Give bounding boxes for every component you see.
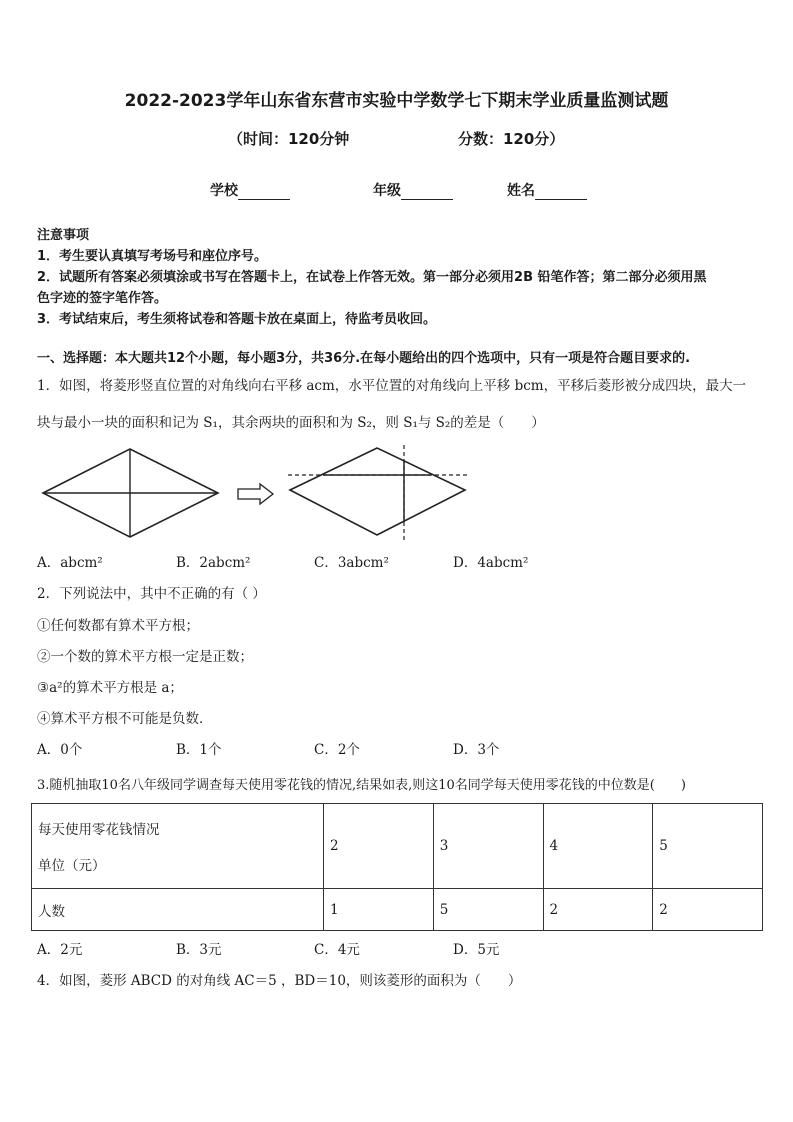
table-cell: 4 — [543, 804, 653, 889]
q4-stem: 4．如图，菱形 ABCD 的对角线 AC＝5 ，BD＝10，则该菱形的面积为（ ） — [37, 973, 522, 989]
school-field[interactable] — [210, 180, 290, 200]
table-cell: 5 — [653, 804, 763, 889]
table-cell: 2 — [324, 804, 434, 889]
q3-option-c[interactable]: C．4元 — [314, 942, 360, 958]
exam-title: 2022-2023学年山东省东营市实验中学数学七下期末学业质量监测试题 — [124, 91, 669, 111]
table-header-cell — [32, 804, 324, 889]
q2-statement: ③a²的算术平方根是 a； — [37, 680, 183, 696]
q1-option-a[interactable]: A．abcm² — [37, 555, 103, 571]
q2-option-a[interactable]: A．0个 — [37, 742, 83, 758]
school-blank[interactable] — [238, 185, 290, 200]
exam-score: 分数：120分） — [458, 130, 565, 148]
rhombus-after — [290, 448, 465, 535]
q1-line1: 1．如图，将菱形竖直位置的对角线向右平移 acm，水平位置的对角线向上平移 bcm，平移后菱形被分成四块，最大一 — [37, 378, 747, 394]
table-row — [32, 889, 763, 931]
q2-statement: ②一个数的算术平方根一定是正数； — [37, 649, 253, 665]
q2-stem: 2．下列说法中，其中不正确的有（ ） — [37, 586, 266, 602]
name-field[interactable] — [507, 180, 587, 200]
grade-blank[interactable] — [401, 185, 453, 200]
q3-option-b[interactable]: B．3元 — [176, 942, 222, 958]
q2-statement: ①任何数都有算术平方根； — [37, 618, 199, 634]
notes-heading: 注意事项 — [37, 228, 90, 243]
q1-option-b[interactable]: B．2abcm² — [176, 555, 251, 571]
q2-option-d[interactable]: D．3个 — [453, 742, 500, 758]
table-header-line1: 每天使用零花钱情况 — [38, 822, 160, 838]
q2-option-b[interactable]: B．1个 — [176, 742, 222, 758]
q3-stem: 3.随机抽取10名八年级同学调查每天使用零花钱的情况,结果如表,则这10名同学每天使用零花钱的中位数是( ) — [37, 778, 686, 793]
q1-option-d[interactable]: D．4abcm² — [453, 555, 529, 571]
q3-option-a[interactable]: A．2元 — [37, 942, 83, 958]
note-item: 3．考试结束后，考生须将试卷和答题卡放在桌面上，待监考员收回。 — [37, 312, 437, 327]
table-row-label: 人数 — [32, 889, 324, 931]
q2-statement: ④算术平方根不可能是负数． — [37, 711, 213, 727]
note-item: 1．考生要认真填写考场号和座位序号。 — [37, 249, 268, 264]
q1-figure — [38, 445, 478, 545]
section-heading: 一、选择题：本大题共12个小题，每小题3分，共36分.在每小题给出的四个选项中，只有一项是符合题目要求的. — [37, 351, 691, 366]
grade-label: 年级 — [373, 183, 401, 199]
exam-time: （时间：120分钟 — [228, 130, 350, 148]
table-header-line2: 单位（元） — [38, 858, 106, 874]
q1-line2: 块与最小一块的面积和记为 S₁，其余两块的面积和为 S₂，则 S₁与 S₂的差是（ ） — [37, 415, 545, 431]
q3-data-table — [31, 803, 763, 931]
table-cell: 2 — [543, 889, 653, 931]
table-cell: 2 — [653, 889, 763, 931]
note-item: 2．试题所有答案必须填涂或书写在答题卡上，在试卷上作答无效。第一部分必须用2B 铅笔作答；第二部分必须用黑 — [37, 270, 707, 285]
q2-option-c[interactable]: C．2个 — [314, 742, 360, 758]
table-cell: 5 — [433, 889, 543, 931]
table-row — [32, 804, 763, 889]
arrow-icon — [238, 484, 273, 504]
school-label: 学校 — [210, 183, 238, 199]
name-label: 姓名 — [507, 183, 535, 199]
q3-option-d[interactable]: D．5元 — [453, 942, 500, 958]
note-item: 色字迹的签字笔作答。 — [37, 291, 168, 306]
q1-option-c[interactable]: C．3abcm² — [314, 555, 389, 571]
table-cell: 1 — [324, 889, 434, 931]
grade-field[interactable] — [373, 180, 453, 200]
table-cell: 3 — [433, 804, 543, 889]
name-blank[interactable] — [535, 185, 587, 200]
